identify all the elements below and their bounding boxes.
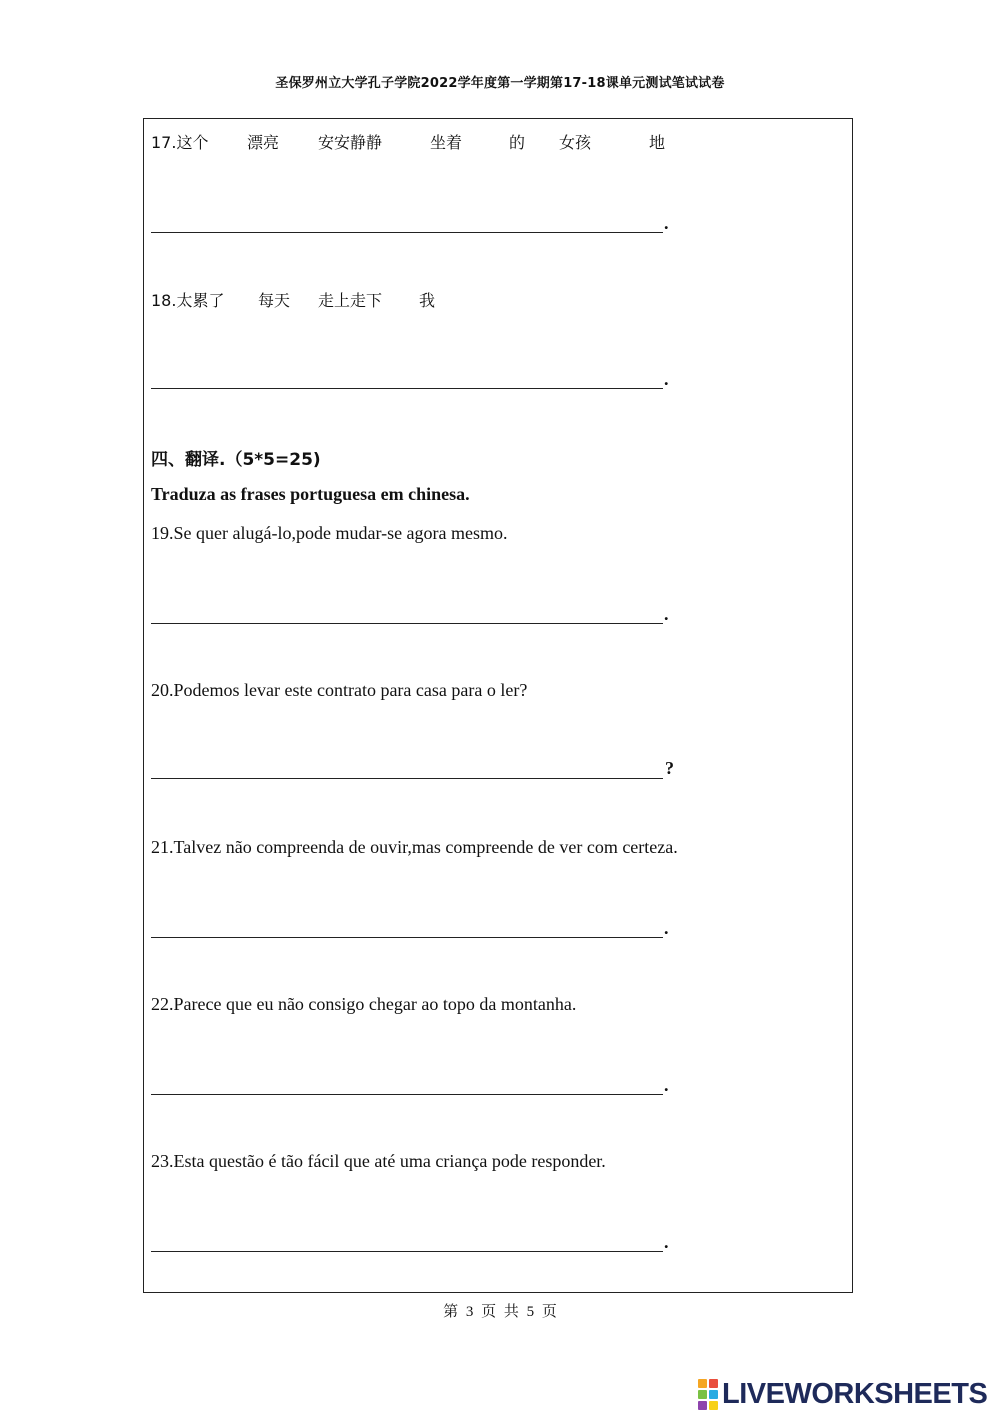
word-chip: 安安静静 <box>318 133 383 152</box>
question-17 <box>151 130 691 152</box>
logo-block <box>709 1379 718 1388</box>
word-chip: 走上走下 <box>318 291 383 310</box>
question-20: 20.Podemos levar este contrato para casa para o ler? <box>151 680 528 700</box>
question-19: 19.Se quer alugá-lo,pode mudar-se agora mesmo. <box>151 523 508 543</box>
logo-block <box>709 1401 718 1410</box>
answer-end-punct: . <box>664 213 669 233</box>
brand-name: LIVEWORKSHEETS <box>722 1378 988 1410</box>
logo-block <box>709 1390 718 1399</box>
word-chip: 我 <box>419 291 436 310</box>
word-chip: 女孩 <box>559 133 592 152</box>
question-18 <box>151 288 471 310</box>
answer-end-punct: . <box>664 918 669 938</box>
word-chip: 坐着 <box>430 133 463 152</box>
question-21: 21.Talvez não compreenda de ouvir,mas compreende de ver com certeza. <box>151 837 678 857</box>
answer-end-punct: . <box>664 369 669 389</box>
question-23: 23.Esta questão é tão fácil que até uma criança pode responder. <box>151 1151 606 1171</box>
answer-end-punct: . <box>664 1232 669 1252</box>
page-number: 第 3 页 共 5 页 <box>443 1304 557 1320</box>
logo-block <box>698 1401 707 1410</box>
logo-block <box>698 1379 707 1388</box>
word-chip: 的 <box>509 133 526 152</box>
word-chip: 每天 <box>258 291 291 310</box>
answer-line-22[interactable] <box>151 1074 663 1095</box>
answer-end-punct: ? <box>665 758 674 778</box>
answer-line-19[interactable] <box>151 603 663 624</box>
logo-block <box>698 1390 707 1399</box>
answer-line-20[interactable] <box>151 758 663 779</box>
answer-line-21[interactable] <box>151 917 663 938</box>
section-instruction: Traduza as frases portuguesa em chinesa. <box>151 484 470 504</box>
answer-end-punct: . <box>664 1075 669 1095</box>
brand-logo-icon <box>698 1379 718 1410</box>
q17-number-word: 17.这个 <box>151 133 209 152</box>
answer-line-18[interactable] <box>151 368 663 389</box>
answer-line-23[interactable] <box>151 1231 663 1252</box>
answer-line-17[interactable] <box>151 212 663 233</box>
section-title: 四、翻译.（5*5=25) <box>151 450 321 470</box>
q18-number-word: 18.太累了 <box>151 291 225 310</box>
page-header: 圣保罗州立大学孔子学院2022学年度第一学期第17-18课单元测试笔试试卷 <box>275 76 725 91</box>
answer-end-punct: . <box>664 604 669 624</box>
word-chip: 漂亮 <box>247 133 280 152</box>
liveworksheets-brand[interactable] <box>698 1378 987 1411</box>
word-chip: 地 <box>649 133 666 152</box>
question-22: 22.Parece que eu não consigo chegar ao topo da montanha. <box>151 994 577 1014</box>
